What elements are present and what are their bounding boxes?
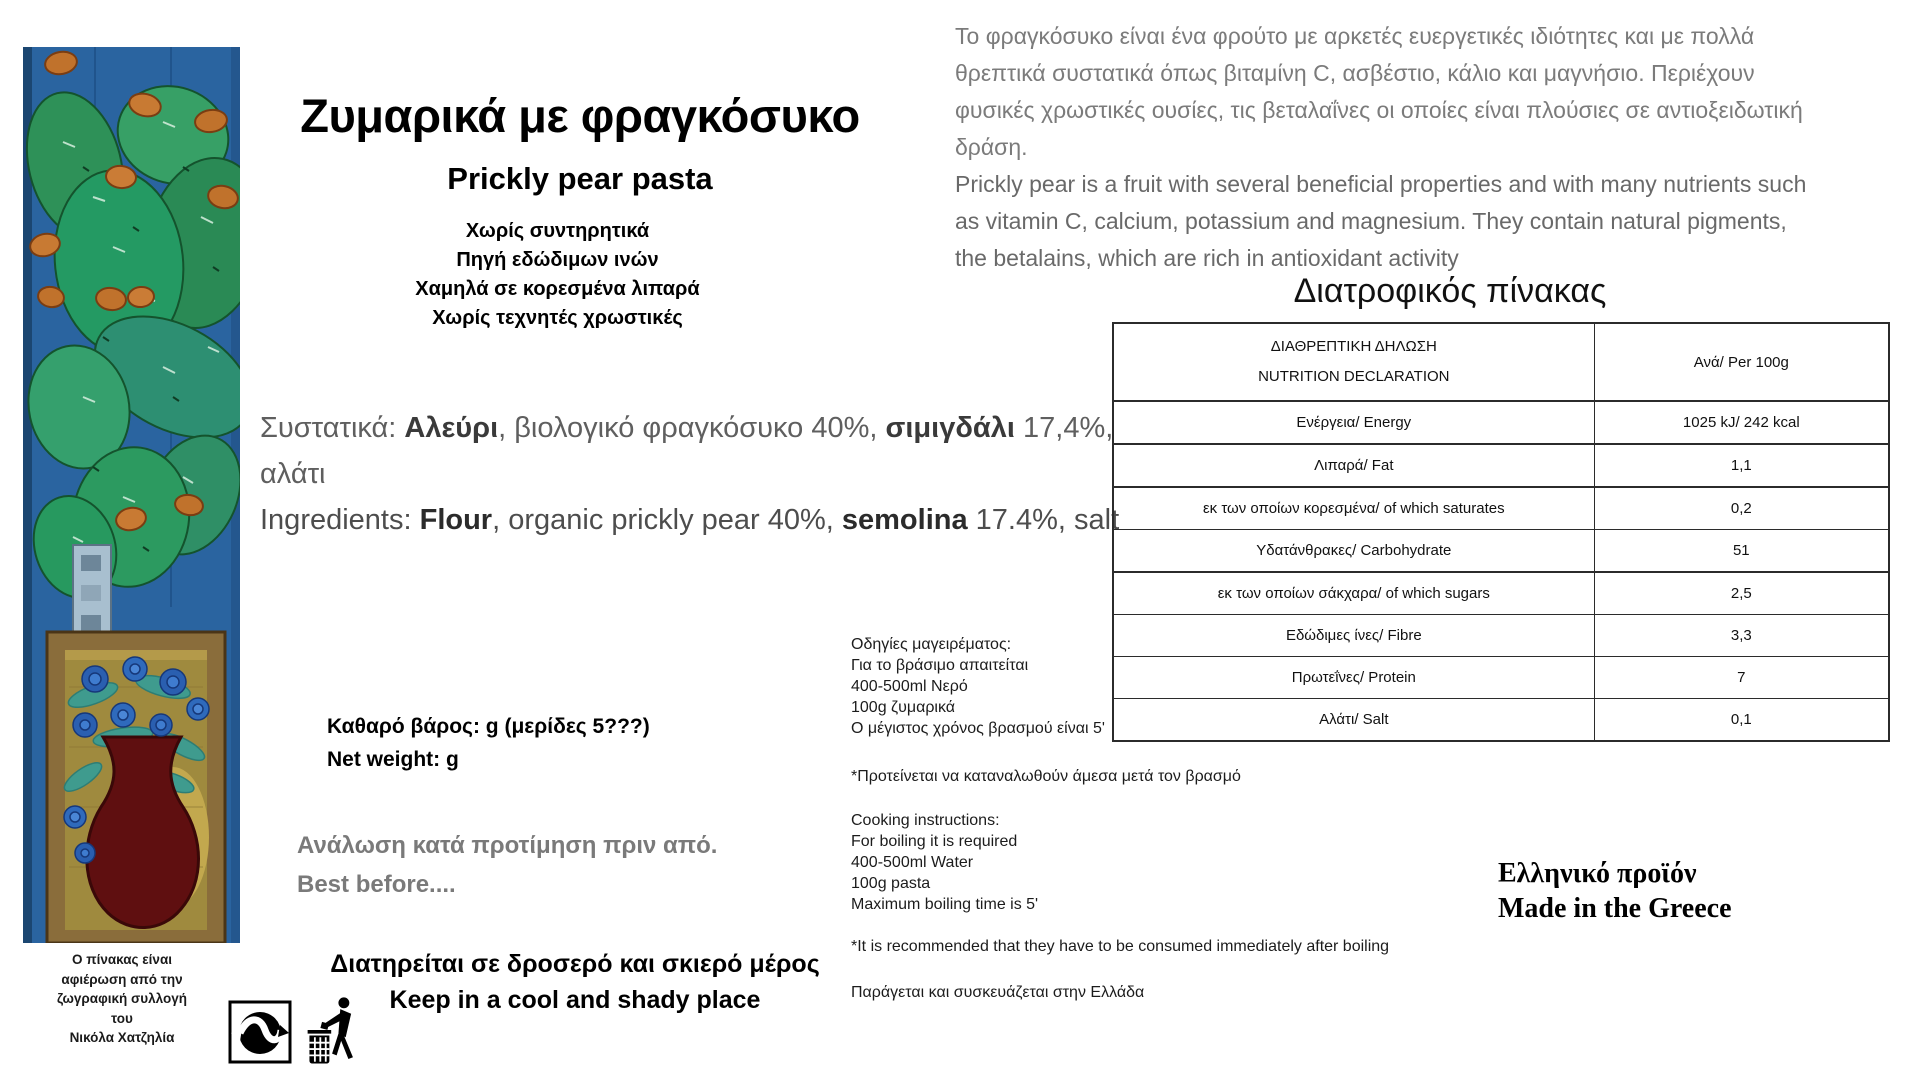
net-weight-greek: Καθαρό βάρος: g (μερίδες 5???) — [327, 715, 650, 738]
claim-line: Πηγή εδώδιμων ινών — [456, 249, 659, 271]
nutrition-row — [1113, 444, 1889, 487]
nutrition-value: 1,1 — [1594, 444, 1889, 487]
product-title-english: Prickly pear pasta — [447, 161, 713, 196]
nutrition-label: Λιπαρά/ Fat — [1113, 444, 1594, 487]
best-before-english: Best before.... — [297, 871, 456, 898]
product-claims — [385, 217, 730, 333]
green-dot-recycling-icon — [228, 1000, 292, 1064]
nutrition-label: Ενέργεια/ Energy — [1113, 401, 1594, 444]
cooking-instructions-english: Cooking instructions: For boiling it is required 400-500ml Water 100g pasta Maximum boiling time is 5' — [851, 812, 1039, 913]
cooking-instructions-greek: Οδηγίες μαγειρέματος: Για το βράσιμο απαιτείται 400-500ml Νερό 100g ζυμαρικά Ο μέγιστος χρόνος βρασμού είναι 5' — [851, 636, 1105, 737]
cactus-painting-image — [23, 47, 240, 943]
claim-line: Χωρίς συντηρητικά — [465, 220, 650, 242]
nutrition-value: 0,2 — [1594, 487, 1889, 530]
storage-english: Keep in a cool and shady place — [389, 986, 761, 1014]
description-english: Prickly pear is a fruit with several beneficial properties and with many nutrients such as vitamin C, calcium, potassium and magnesium. They contain natural pigments, the betalains, which are rich in antioxidant activity — [955, 171, 1807, 271]
nutrition-row — [1113, 530, 1889, 573]
best-before-block — [297, 826, 717, 904]
best-before-greek: Ανάλωση κατά προτίμηση πριν από. — [297, 832, 718, 859]
origin-english: Made in the Greece — [1498, 893, 1732, 924]
ingredients-greek: Συστατικά: Αλεύρι, βιολογικό φραγκόσυκο 40%, σιμιγδάλι 17,4%, αλάτι — [260, 412, 1114, 490]
nutrition-label: Αλάτι/ Salt — [1113, 699, 1594, 742]
tidy-man-icon — [304, 993, 362, 1067]
nutrition-header-value: Ανά/ Per 100g — [1594, 323, 1889, 401]
net-weight-block — [327, 710, 650, 776]
nutrition-label: Υδατάνθρακες/ Carbohydrate — [1113, 530, 1594, 573]
caption-line: Ο πίνακας είναι — [71, 952, 172, 967]
storage-instructions — [290, 946, 860, 1018]
ingredients-english: Ingredients: Flour, organic prickly pear 40%, semolina 17.4%, salt — [260, 504, 1120, 536]
claim-line: Χαμηλά σε κορεσμένα λιπαρά — [415, 278, 700, 300]
framed-vase-panel — [47, 632, 225, 943]
cooking-note-greek: *Προτείνεται να καταναλωθούν άμεσα μετά τον βρασμό — [851, 768, 1241, 785]
caption-line: ζωγραφική συλλογή — [57, 991, 187, 1006]
caption-line: αφιέρωση από την — [61, 971, 183, 987]
caption-line: Νικόλα Χατζηλία — [69, 1030, 175, 1045]
ingredients-block — [260, 405, 1126, 543]
title-block — [250, 88, 910, 197]
cooking-note-english: *It is recommended that they have to be consumed immediately after boiling — [851, 938, 1390, 955]
nutrition-row — [1113, 401, 1889, 444]
nutrition-header-row — [1113, 323, 1889, 401]
caption-line: του — [111, 1010, 133, 1026]
origin-greek: Ελληνικό προϊόν — [1498, 858, 1697, 889]
product-description — [955, 18, 1817, 277]
painting-caption — [8, 950, 236, 1048]
nutrition-label: εκ των οποίων κορεσμένα/ of which saturates — [1113, 487, 1594, 530]
storage-greek: Διατηρείται σε δροσερό και σκιερό μέρος — [330, 950, 820, 978]
nutrition-row — [1113, 487, 1889, 530]
nutrition-value: 2,5 — [1594, 572, 1889, 615]
nutrition-label: εκ των οποίων σάκχαρα/ of which sugars — [1113, 572, 1594, 615]
nutrition-value: 7 — [1594, 657, 1889, 699]
claim-line: Χωρίς τεχνητές χρωστικές — [432, 307, 683, 329]
nutrition-value: 51 — [1594, 530, 1889, 573]
nutrition-value: 1025 kJ/ 242 kcal — [1594, 401, 1889, 444]
origin-block — [1498, 856, 1732, 926]
nutrition-value: 3,3 — [1594, 615, 1889, 657]
nutrition-heading: Διατροφικός πίνακας — [1293, 272, 1607, 310]
nutrition-label: Πρωτεΐνες/ Protein — [1113, 657, 1594, 699]
net-weight-english: Net weight: g — [327, 748, 459, 771]
nutrition-value: 0,1 — [1594, 699, 1889, 742]
nutrition-label: Εδώδιμες ίνες/ Fibre — [1113, 615, 1594, 657]
production-note: Παράγεται και συσκευάζεται στην Ελλάδα — [851, 984, 1145, 1001]
description-greek: Το φραγκόσυκο είναι ένα φρούτο με αρκετές ευεργετικές ιδιότητες και με πολλά θρεπτικά συστατικά όπως βιταμίνη C, ασβέστιο, κάλιο και μαγνήσιο. Περιέχουν φυσικές χρωστικές ουσίες, τις βεταλαΐνες οι οποίες είναι πλούσιες σε αντιοξειδωτική δράση. — [955, 23, 1803, 160]
product-title-greek: Ζυμαρικά με φραγκόσυκο — [300, 89, 860, 142]
nutrition-row — [1113, 572, 1889, 615]
nutrition-header-label: ΔΙΑΘΡΕΠΤΙΚΗ ΔΗΛΩΣΗ NUTRITION DECLARATION — [1113, 323, 1594, 401]
